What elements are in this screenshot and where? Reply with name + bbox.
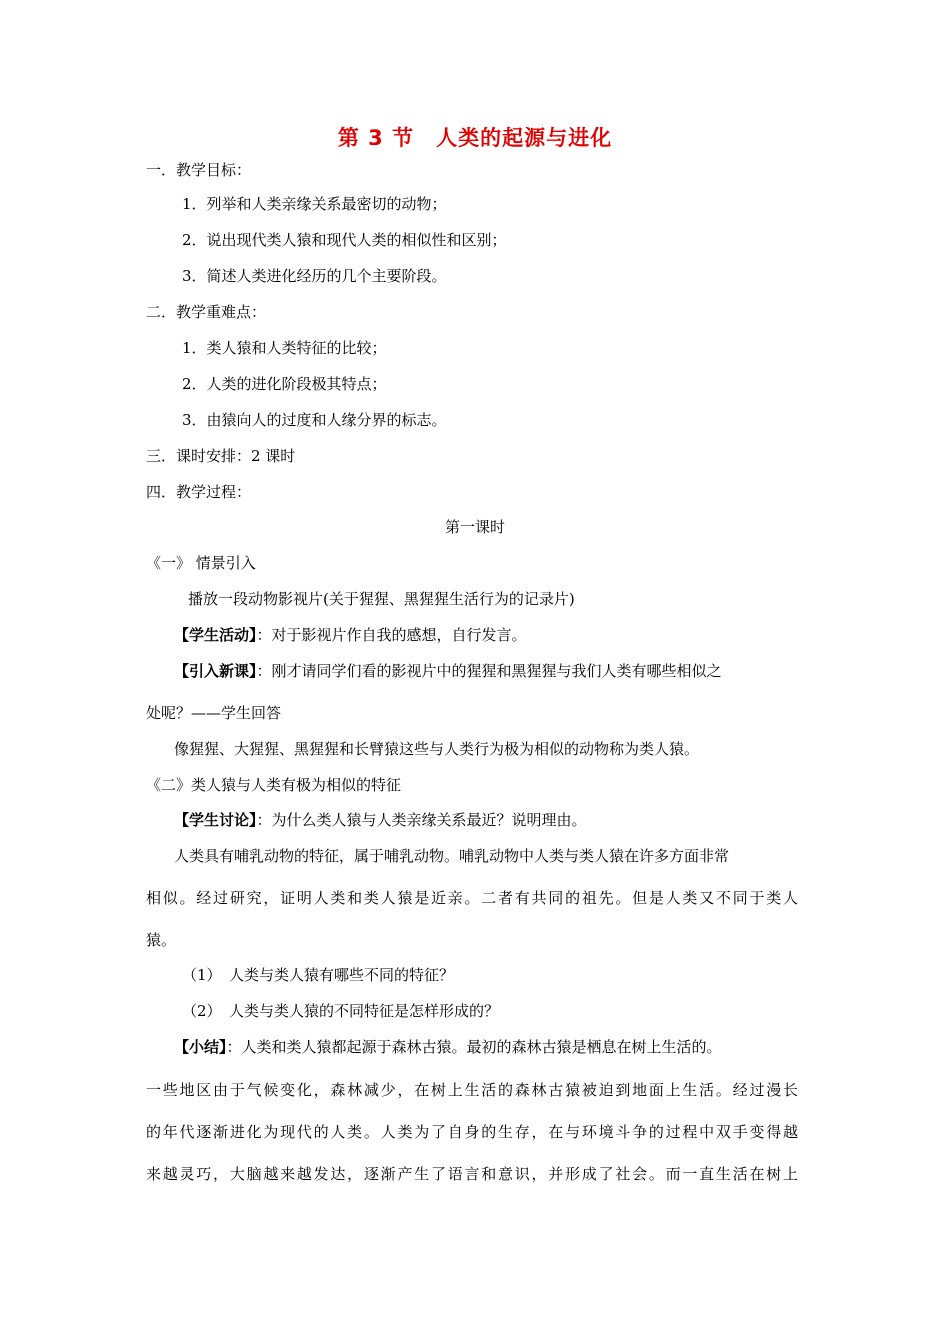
paragraph-play-video: 播放一段动物影视片(关于猩猩、黑猩猩生活行为的记录片) bbox=[188, 590, 575, 608]
section-heading-goals: 一．教学目标： bbox=[146, 161, 252, 179]
goal-item: 1．列举和人类亲缘关系最密切的动物； bbox=[182, 195, 447, 213]
goal-item: 2．说出现代类人猿和现代人类的相似性和区别； bbox=[182, 231, 507, 249]
paragraph-mammal-end: 猿。 bbox=[146, 931, 177, 949]
paragraph-summary-cont: 一些地区由于气候变化，森林减少，在树上生活的森林古猿被迫到地面上生活。经过漫长 bbox=[146, 1081, 798, 1099]
key-point-item: 3．由猿向人的过度和人缘分界的标志。 bbox=[182, 411, 447, 429]
paragraph-student-activity: 【学生活动】：对于影视片作自我的感想，自行发言。 bbox=[174, 626, 527, 644]
question-item: （1） 人类与类人猿有哪些不同的特征？ bbox=[182, 966, 455, 984]
part-heading-similarity: 《二》类人猿与人类有极为相似的特征 bbox=[146, 776, 402, 794]
section-heading-process: 四．教学过程： bbox=[146, 483, 252, 501]
goal-item: 3．简述人类进化经历的几个主要阶段。 bbox=[182, 267, 447, 285]
paragraph-apes: 像猩猩、大猩猩、黑猩猩和长臂猿这些与人类行为极为相似的动物称为类人猿。 bbox=[174, 740, 700, 758]
key-point-item: 2．人类的进化阶段极其特点； bbox=[182, 375, 387, 393]
paragraph-summary-cont: 来越灵巧，大脑越来越发达，逐渐产生了语言和意识，并形成了社会。而一直生活在树上 bbox=[146, 1165, 798, 1183]
paragraph-new-lesson: 【引入新课】：刚才请同学们看的影视片中的猩猩和黑猩猩与我们人类有哪些相似之 bbox=[174, 662, 722, 680]
part-heading-intro: 《一》 情景引入 bbox=[146, 554, 256, 572]
key-point-item: 1．类人猿和人类特征的比较； bbox=[182, 339, 387, 357]
paragraph-mammal: 人类具有哺乳动物的特征，属于哺乳动物。哺乳动物中人类与类人猿在许多方面非常 bbox=[174, 847, 730, 865]
lesson-title: 第一课时 bbox=[444, 518, 505, 536]
label-new-lesson: 【引入新课】 bbox=[174, 662, 257, 680]
paragraph-new-lesson-cont: 处呢？——学生回答 bbox=[146, 704, 282, 722]
label-student-activity: 【学生活动】 bbox=[174, 626, 257, 644]
paragraph-mammal-cont: 相似。经过研究，证明人类和类人猿是近亲。二者有共同的祖先。但是人类又不同于类人 bbox=[146, 889, 798, 907]
question-item: （2） 人类与类人猿的不同特征是怎样形成的？ bbox=[182, 1002, 500, 1020]
paragraph-summary-cont: 的年代逐渐进化为现代的人类。人类为了自身的生存，在与环境斗争的过程中双手变得越 bbox=[146, 1123, 798, 1141]
page-title: 第 3 节 人类的起源与进化 bbox=[337, 126, 613, 150]
label-summary: 【小结】 bbox=[174, 1038, 227, 1056]
section-heading-schedule: 三．课时安排：2 课时 bbox=[146, 447, 296, 465]
paragraph-summary: 【小结】：人类和类人猿都起源于森林古猿。最初的森林古猿是栖息在树上生活的。 bbox=[174, 1038, 722, 1056]
label-student-discussion: 【学生讨论】 bbox=[174, 811, 257, 829]
section-heading-key-points: 二．教学重难点： bbox=[146, 303, 267, 321]
paragraph-student-discussion: 【学生讨论】：为什么类人猿与人类亲缘关系最近？说明理由。 bbox=[174, 811, 587, 829]
